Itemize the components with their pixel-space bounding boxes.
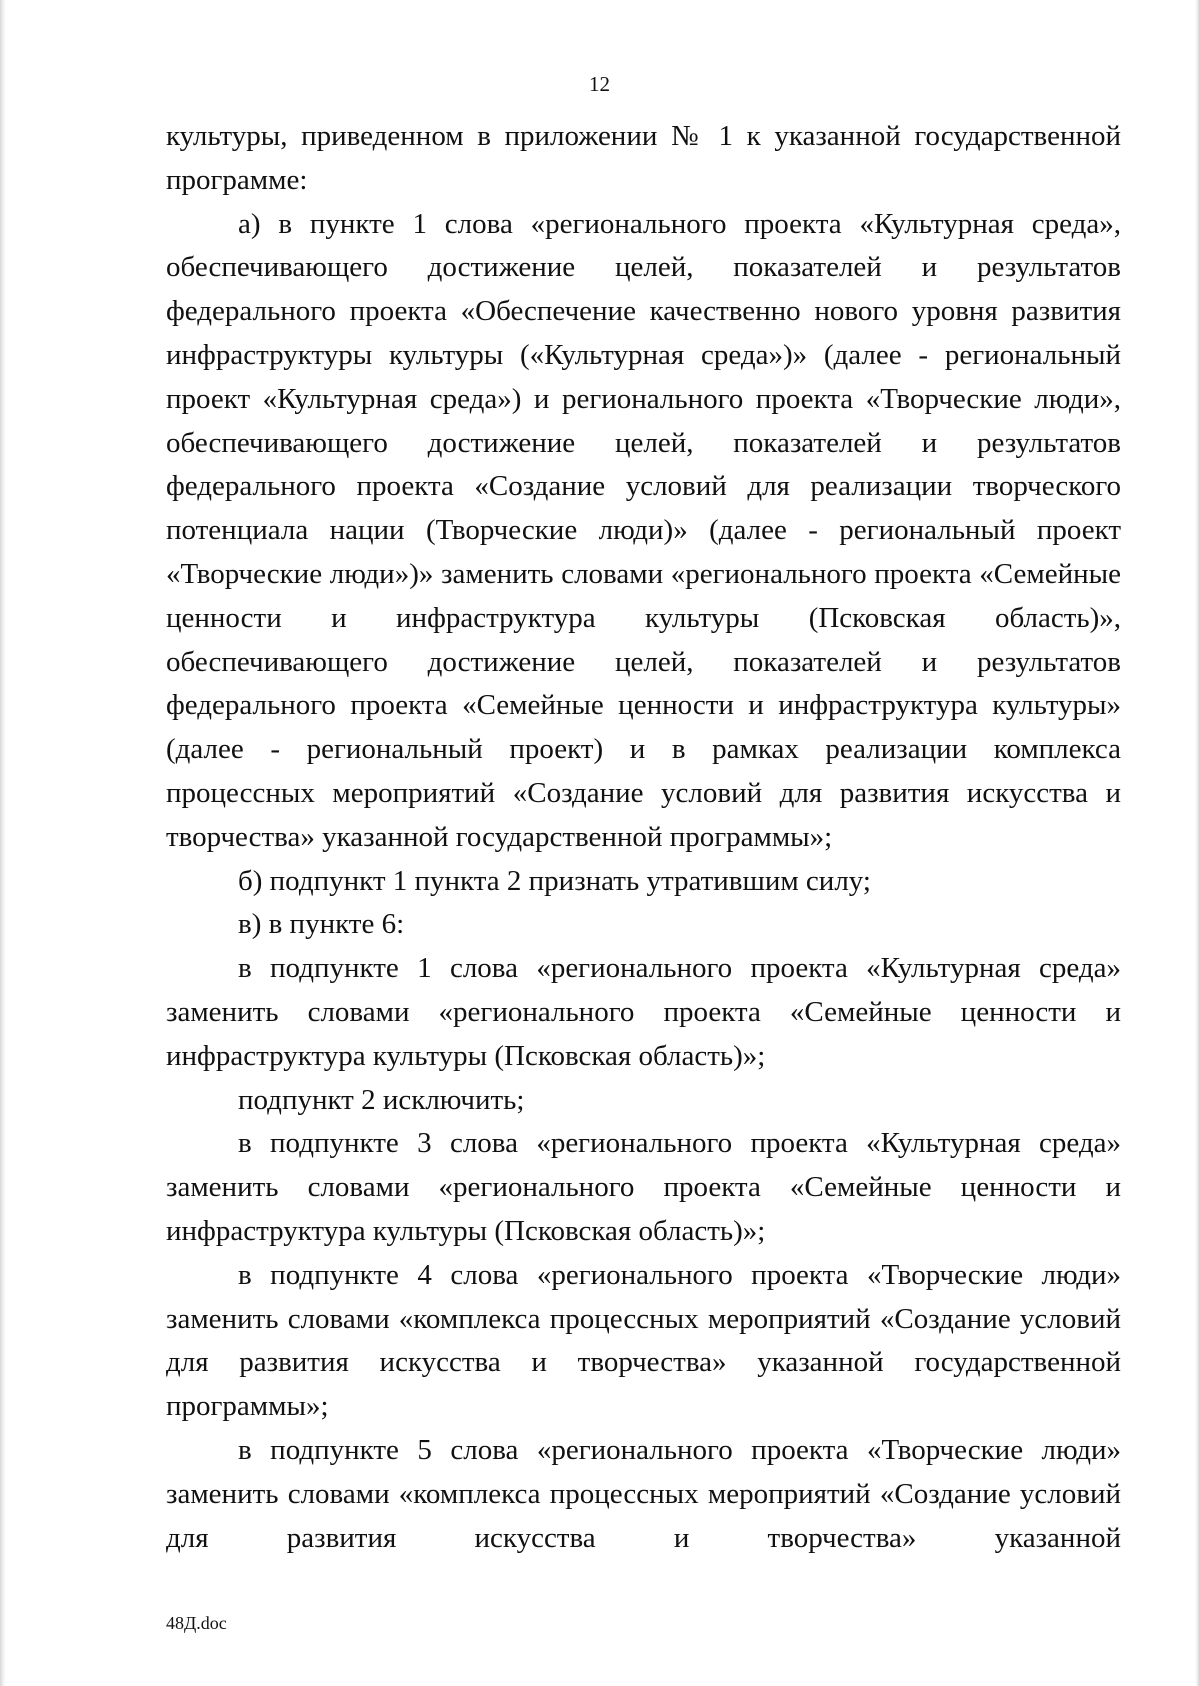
page-number: 12 xyxy=(589,72,610,96)
paragraph-item-v: в) в пункте 6: xyxy=(238,908,405,941)
paragraph-subitem-5: в подпункте 5 слова «регионального проекта «Творческие люди» заменить словами «комплекса процессных мероприятий «Создание условий для развития искусства и творчества» указанной xyxy=(166,1433,1121,1554)
paragraph-subitem-2: подпункт 2 исключить; xyxy=(238,1083,525,1116)
paragraph-subitem-3: в подпункте 3 слова «регионального проекта «Культурная среда» заменить словами «регионального проекта «Семейные ценности и инфраструктура культуры (Псковская область)»; xyxy=(166,1127,1121,1247)
paragraph-item-a: а) в пункте 1 слова «регионального проекта «Культурная среда», обеспечивающего достижение целей, показателей и результатов федерального проекта «Обеспечение качественно нового уровня развития инфраструктуры культуры («Культурная среда»)» (далее - региональный проект «Культурная среда») и регионального проекта «Творческие люди», обеспечивающего достижение целей, показателей и результатов федерального проекта «Создание условий для реализации творческого потенциала нации (Творческие люди)» (далее - региональный проект «Творческие люди»)» заменить словами «регионального проекта «Семейные ценности и инфраструктура культуры (Псковская область)», обеспечивающего достижение целей, показателей и результатов федерального проекта «Семейные ценности и инфраструктура культуры» (далее - региональный проект) и в рамках реализации комплекса процессных мероприятий «Создание условий для развития искусства и творчества» указанной государственной программы»; xyxy=(166,207,1121,853)
paragraph-subitem-1: в подпункте 1 слова «регионального проекта «Культурная среда» заменить словами «регионального проекта «Семейные ценности и инфраструктура культуры (Псковская область)»; xyxy=(166,952,1121,1072)
file-name-footer: 48Д.doc xyxy=(166,1613,227,1633)
scan-edge-right xyxy=(1195,0,1200,1686)
paragraph-intro: культуры, приведенном в приложении № 1 к указанной государственной программе: xyxy=(166,120,1121,196)
paragraph-item-b: б) подпункт 1 пункта 2 признать утратившим силу; xyxy=(238,864,871,897)
document-body xyxy=(166,115,1121,1560)
paragraph-subitem-4: в подпункте 4 слова «регионального проекта «Творческие люди» заменить словами «комплекса процессных мероприятий «Создание условий для развития искусства и творчества» указанной государственной программы»; xyxy=(166,1258,1121,1423)
scan-edge-left xyxy=(0,0,6,1686)
